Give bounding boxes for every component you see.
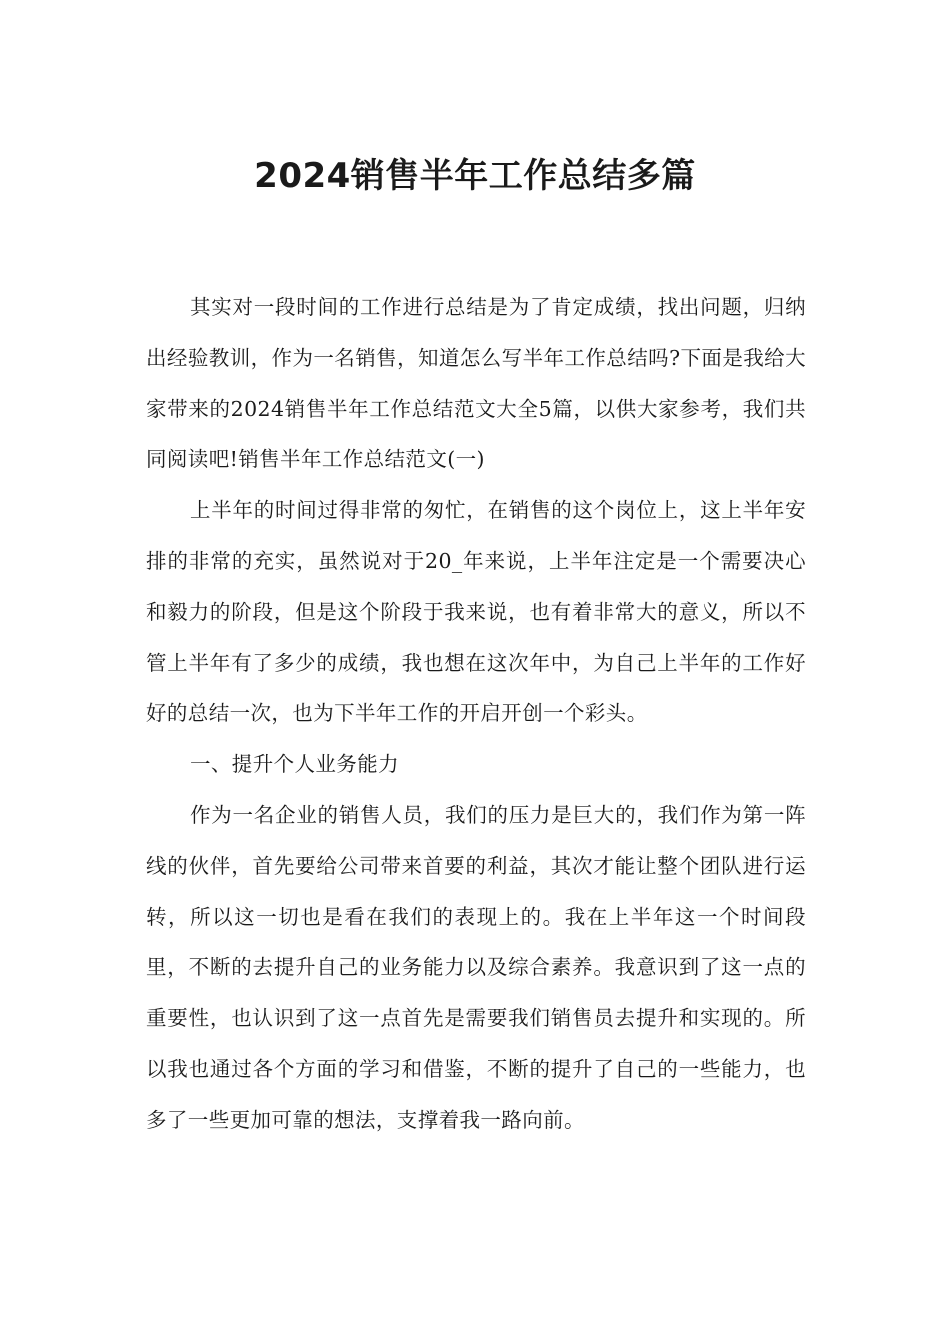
- paragraph-intro: 其实对一段时间的工作进行总结是为了肯定成绩，找出问题，归纳出经验教训，作为一名销售，知道怎么写半年工作总结吗?下面是我给大家带来的2024销售半年工作总结范文大全5篇，以供大家参考，我们共同阅读吧!销售半年工作总结范文(一): [146, 295, 806, 472]
- document-body: [146, 282, 806, 1146]
- paragraph-first-half-summary: 上半年的时间过得非常的匆忙，在销售的这个岗位上，这上半年安排的非常的充实，虽然说对于20_年来说，上半年注定是一个需要决心和毅力的阶段，但是这个阶段于我来说，也有着非常大的意义，所以不管上半年有了多少的成绩，我也想在这次年中，为自己上半年的工作好好的总结一次，也为下半年工作的开启开创一个彩头。: [146, 498, 806, 726]
- document-title: 2024销售半年工作总结多篇: [254, 155, 696, 196]
- section-heading: 一、提升个人业务能力: [190, 752, 399, 777]
- paragraph-business-ability: 作为一名企业的销售人员，我们的压力是巨大的，我们作为第一阵线的伙伴，首先要给公司带来首要的利益，其次才能让整个团队进行运转，所以这一切也是看在我们的表现上的。我在上半年这一个时间段里，不断的去提升自己的业务能力以及综合素养。我意识到了这一点的重要性，也认识到了这一点首先是需要我们销售员去提升和实现的。所以我也通过各个方面的学习和借鉴，不断的提升了自己的一些能力，也多了一些更加可靠的想法，支撑着我一路向前。: [146, 802, 806, 1132]
